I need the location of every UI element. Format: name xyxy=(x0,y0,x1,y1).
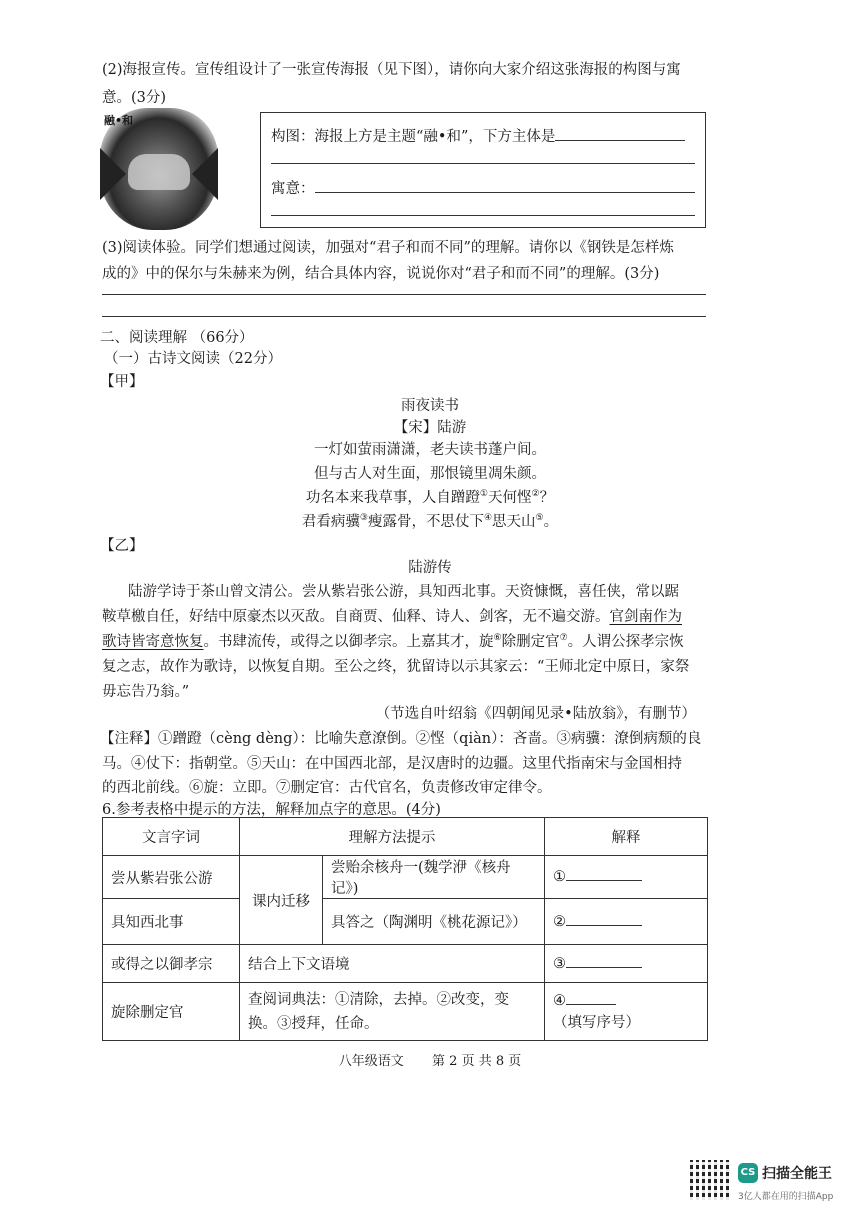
poem-segment: 君看病骥 xyxy=(301,514,360,530)
hint-cell: 具答之（陶渊明《桃花源记》） xyxy=(323,899,545,945)
q2-line2: 意。(3分) xyxy=(102,90,167,106)
q2-line1: (2)海报宣传。宣传组设计了一张宣传海报（见下图），请你向大家介绍这张海报的构图与寓 xyxy=(102,62,681,78)
notes-line: 的西北前线。⑥旋：立即。⑦删定官：古代官名，负责修改审定律令。 xyxy=(102,780,552,796)
header-cell: 文言字词 xyxy=(103,818,240,856)
answer-num: ② xyxy=(553,913,566,930)
note-ref: ② xyxy=(531,489,540,500)
answer-cell[interactable] xyxy=(545,945,708,983)
q6-table xyxy=(102,817,708,1041)
poem-title: 雨夜读书 xyxy=(401,398,459,414)
word-cell: 旋除删定官 xyxy=(103,983,240,1041)
answer-blank[interactable] xyxy=(566,925,642,926)
answer-cell[interactable] xyxy=(545,856,708,899)
poem-segment: 。 xyxy=(543,514,559,530)
answer-num: ④ xyxy=(553,992,566,1009)
poem-segment: 功名本来我草事，人自蹭蹬 xyxy=(305,490,480,506)
answer-box xyxy=(260,112,706,228)
method-cell: 课内迁移 xyxy=(240,856,323,945)
answer-blank[interactable] xyxy=(566,967,642,968)
prose-underline: 歌诗皆寄意恢复 xyxy=(102,634,204,650)
prose-segment: 除删定官 xyxy=(501,634,560,650)
word-cell: 具知西北事 xyxy=(103,899,240,945)
prose-source: （节选自叶绍翁《四朝闻见录•陆放翁》，有删节） xyxy=(375,706,696,722)
prose-line: 毋忘告乃翁。” xyxy=(102,684,190,700)
poster-left-shape xyxy=(100,148,126,200)
note-ref: ④ xyxy=(483,513,493,524)
prose-line: 复之志，故作为歌诗，以恢复自期。至公之终，犹留诗以示其家云：“王师北定中原日，家祭 xyxy=(102,659,690,675)
header-cell: 解释 xyxy=(545,818,708,856)
qr-code-icon xyxy=(690,1160,730,1200)
poster-image xyxy=(100,108,218,230)
answer-line[interactable] xyxy=(271,215,695,216)
poem-segment: ？ xyxy=(539,490,555,506)
page-footer xyxy=(0,1050,860,1069)
handshake-icon xyxy=(128,154,190,190)
notes-line: 【注释】①蹭蹬（cèng dèng）：比喻失意潦倒。②悭（qiàn）：吝啬。③病骥：潦倒病颓的良 xyxy=(100,731,702,747)
notes-line: 马。④仗下：指朝堂。⑤天山：在中国西北部，是汉唐时的边疆。这里代指南宋与金国相持 xyxy=(102,756,682,772)
q3-line2: 成的》中的保尔与朱赫来为例，结合具体内容，说说你对“君子和而不同”的理解。(3分) xyxy=(102,266,660,282)
answer-blank[interactable] xyxy=(566,880,642,881)
poem-segment: 思天山 xyxy=(492,514,536,530)
prose-line xyxy=(102,605,682,626)
q6-stem: 6.参考表格中提示的方法，解释加点字的意思。(4分) xyxy=(102,802,441,818)
poem-line-4 xyxy=(0,510,860,531)
answer-line[interactable] xyxy=(271,163,695,164)
answer-cell[interactable] xyxy=(545,899,708,945)
hint-cell: 尝贻余核舟一(魏学洢《核舟记》) xyxy=(323,856,545,899)
table-row xyxy=(103,945,708,983)
note-ref: ⑤ xyxy=(535,513,544,524)
meaning-blank[interactable] xyxy=(315,192,695,193)
table-row xyxy=(103,983,708,1041)
prose-segment: 。人谓公探孝宗恢 xyxy=(567,634,684,650)
answer-blank[interactable] xyxy=(566,1004,616,1005)
word-cell: 尝从紫岩张公游 xyxy=(103,856,240,899)
prose-line: 陆游学诗于茶山曾文清公。尝从紫岩张公游，具知西北事。天资慷慨，喜任侠，常以踞 xyxy=(128,584,679,600)
table-row xyxy=(103,899,708,945)
prose-title: 陆游传 xyxy=(408,560,452,576)
prose-segment: 。书肆流传，或得之以御孝宗。上嘉其才，旋 xyxy=(203,634,494,650)
composition-label: 构图：海报上方是主题“融•和”，下方主体是 xyxy=(271,129,556,145)
method-cell: 结合上下文语境 xyxy=(240,945,545,983)
q3-answer-line[interactable] xyxy=(102,316,706,317)
table-row xyxy=(103,856,708,899)
answer-cell[interactable] xyxy=(545,983,708,1041)
note-ref: ⑦ xyxy=(559,633,568,644)
poem-line: 但与古人对生面，那恨镜里凋朱颜。 xyxy=(314,466,546,482)
prose-line xyxy=(102,630,684,651)
scanner-name: 扫描全能王 xyxy=(762,1166,832,1182)
method-cell: 查阅词典法：①清除，去掉。②改变，变换。③授拜，任命。 xyxy=(240,983,545,1041)
note-ref: ⑥ xyxy=(493,633,502,644)
composition-blank[interactable] xyxy=(555,140,685,141)
word-cell: 或得之以御孝宗 xyxy=(103,945,240,983)
prose-segment: 鞍草檄自任，好结中原豪杰以灭敌。自商贾、仙释、诗人、剑客，无不遍交游。 xyxy=(102,609,610,625)
answer-num: ③ xyxy=(553,955,566,972)
answer-num: ① xyxy=(553,869,566,885)
poem-line-3 xyxy=(0,486,860,507)
table-header-row xyxy=(103,818,708,856)
poem-segment: 瘦露骨，不思仗下 xyxy=(367,514,484,530)
header-cell: 理解方法提示 xyxy=(240,818,545,856)
meaning-label: 寓意： xyxy=(271,181,315,197)
footer-grade: 八年级语文 xyxy=(338,1054,404,1069)
label-yi: 【乙】 xyxy=(100,538,144,554)
poem-line: 一灯如萤雨潇潇，老夫读书蓬户间。 xyxy=(314,442,546,458)
poster-title: 融•和 xyxy=(104,114,134,127)
camscanner-logo: CS xyxy=(738,1163,758,1183)
q3-line1: (3)阅读体验。同学们想通过阅读，加强对“君子和而不同”的理解。请你以《钢铁是怎样炼 xyxy=(102,240,674,256)
poem-segment: 天何悭 xyxy=(488,490,532,506)
subsection-title: （一）古诗文阅读（22分） xyxy=(104,351,282,367)
q3-answer-line[interactable] xyxy=(102,294,706,295)
poster-right-shape xyxy=(192,148,218,200)
scanner-tagline: 3亿人都在用的扫描App xyxy=(738,1192,834,1202)
note-ref: ③ xyxy=(359,513,368,524)
note-ref: ① xyxy=(479,489,488,500)
answer-suffix: （填写序号） xyxy=(553,1014,640,1031)
footer-page: 第 2 页 共 8 页 xyxy=(432,1054,522,1069)
label-jia: 【甲】 xyxy=(100,374,144,390)
poem-author: 【宋】陆游 xyxy=(393,420,467,436)
section-title: 二、阅读理解 （66分） xyxy=(100,330,254,346)
prose-underline: 官剑南作为 xyxy=(609,609,682,625)
